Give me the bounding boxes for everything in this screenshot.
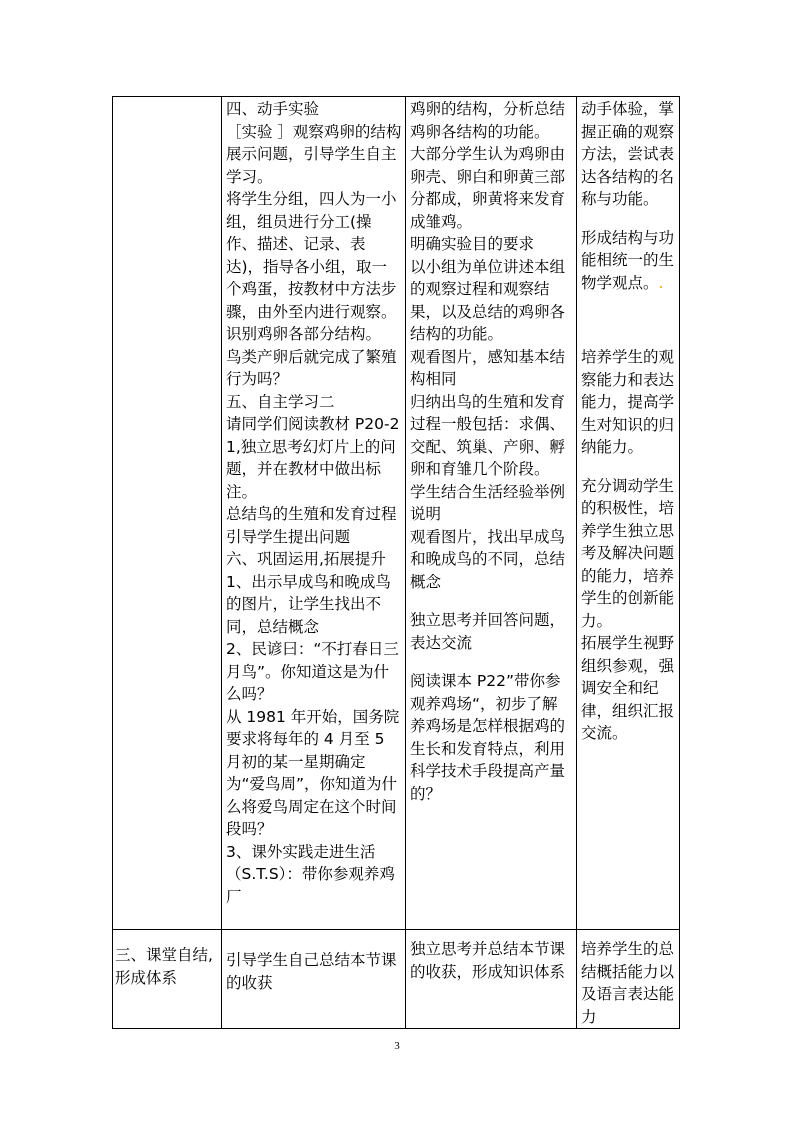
text-line: 观看图片，找出早成鸟和晚成鸟的不同，总结概念 bbox=[410, 527, 566, 591]
text-line: 展示问题，引导学生自主学习。 bbox=[226, 145, 397, 186]
stage-cell bbox=[113, 930, 222, 1029]
text-line: 大部分学生认为鸡卵由卵壳、卵白和卵黄三部分都成，卵黄将来发育成雏鸡。 bbox=[410, 145, 566, 231]
text-line: 3、课外实践走进生活（S.T.S）：带你参观养鸡厂 bbox=[226, 842, 395, 906]
text-line: 拓展学生视野 bbox=[581, 634, 675, 652]
design-intent-cell bbox=[577, 97, 680, 930]
text-line: 独立思考并总结本节课的收获，形成知识体系 bbox=[410, 940, 566, 981]
text-line: 培养学生的观察能力和表达能力，提高学生对知识的归纳能力。 bbox=[581, 348, 675, 456]
text-span: 形成结构与功能相统一的生物学观点。 bbox=[581, 228, 675, 292]
lesson-plan-table bbox=[112, 96, 680, 1029]
text-line: 培养学生的总结概括能力以及语言表达能力 bbox=[581, 940, 675, 1026]
student-activity-cell bbox=[406, 930, 577, 1029]
text-line: 明确实验目的要求 bbox=[410, 235, 535, 253]
text-line: 引导学生自己总结本节课的收获 bbox=[226, 951, 397, 992]
table-row bbox=[113, 930, 680, 1029]
text-line: 组织参观，强调安全和纪律，组织汇报交流。 bbox=[581, 656, 675, 742]
text-line: 五、自主学习二 bbox=[226, 392, 335, 411]
text-line: 阅读课本 P22”带你参观养鸡场“，初步了解养鸡场是怎样根据鸡的生长和发育特点，利用科学技术手段提高产量的？ bbox=[410, 672, 566, 803]
text-line: 动手体验，掌握正确的观察方法，尝试表达各结构的名称与功能。 bbox=[581, 100, 675, 208]
design-intent-cell bbox=[577, 930, 680, 1029]
teacher-activity-cell bbox=[222, 97, 406, 930]
text-line: 鸟类产卵后就完成了繁殖行为吗？ bbox=[226, 347, 397, 388]
text-line: 六、巩固运用,拓展提升 bbox=[226, 550, 386, 568]
text-line: 1、出示早成鸟和晚成鸟的图片，让学生找出不同，总结概念 bbox=[226, 572, 391, 636]
text-line: 请同学们阅读教材 P20-21,独立思考幻灯片上的问题，并在教材中做出标注。 bbox=[226, 415, 400, 501]
text-line: 总结鸟的生殖和发育过程 bbox=[226, 505, 397, 523]
text-line: 2、民谚曰：“不打春日三月鸟”。你知道这是为什么吗？ bbox=[226, 640, 399, 703]
text-line: ［实验 ］观察鸡卵的结构 bbox=[226, 122, 402, 141]
stage-cell-empty bbox=[113, 97, 222, 930]
text-line: 四、动手实验 bbox=[226, 100, 320, 118]
student-activity-cell bbox=[406, 97, 577, 930]
text-line: 鸡卵的结构，分析总结鸡卵各结构的功能。 bbox=[410, 100, 566, 141]
text-line: 三、课堂自结,形成体系 bbox=[115, 946, 213, 987]
orange-dot: . bbox=[658, 273, 664, 292]
text-line: 学生结合生活经验举例说明 bbox=[410, 482, 566, 523]
text-line: 引导学生提出问题 bbox=[226, 527, 351, 546]
text-line bbox=[581, 227, 676, 295]
text-line: 归纳出鸟的生殖和发育过程一般包括：求偶、交配、筑巢、产卵、孵卵和育雏几个阶段。 bbox=[410, 392, 566, 478]
teacher-activity-cell bbox=[222, 930, 406, 1029]
text-line: 以小组为单位讲述本组的观察过程和观察结果，以及总结的鸡卵各结构的功能。 bbox=[410, 257, 566, 343]
text-line: 观看图片，感知基本结构相同 bbox=[410, 347, 566, 388]
text-line: 将学生分组，四人为一小组，组员进行分工(操作、描述、记录、表达)，指导各小组，取一个鸡蛋，按教材中方法步骤，由外至内进行观察。识别鸡卵各部分结构。 bbox=[226, 190, 397, 343]
text-line: 从 1981 年开始，国务院要求将每年的 4 月至 5 月初的某一星期确定为“爱鸟周”，你知道为什么将爱鸟周定在这个时间段吗？ bbox=[226, 707, 400, 838]
page-number: 3 bbox=[394, 1040, 400, 1052]
table-row bbox=[113, 97, 680, 930]
text-line: 充分调动学生的积极性，培养学生独立思考及解决问题的能力，培养学生的创新能力。 bbox=[581, 476, 675, 630]
text-line: 独立思考并回答问题，表达交流 bbox=[410, 611, 566, 652]
